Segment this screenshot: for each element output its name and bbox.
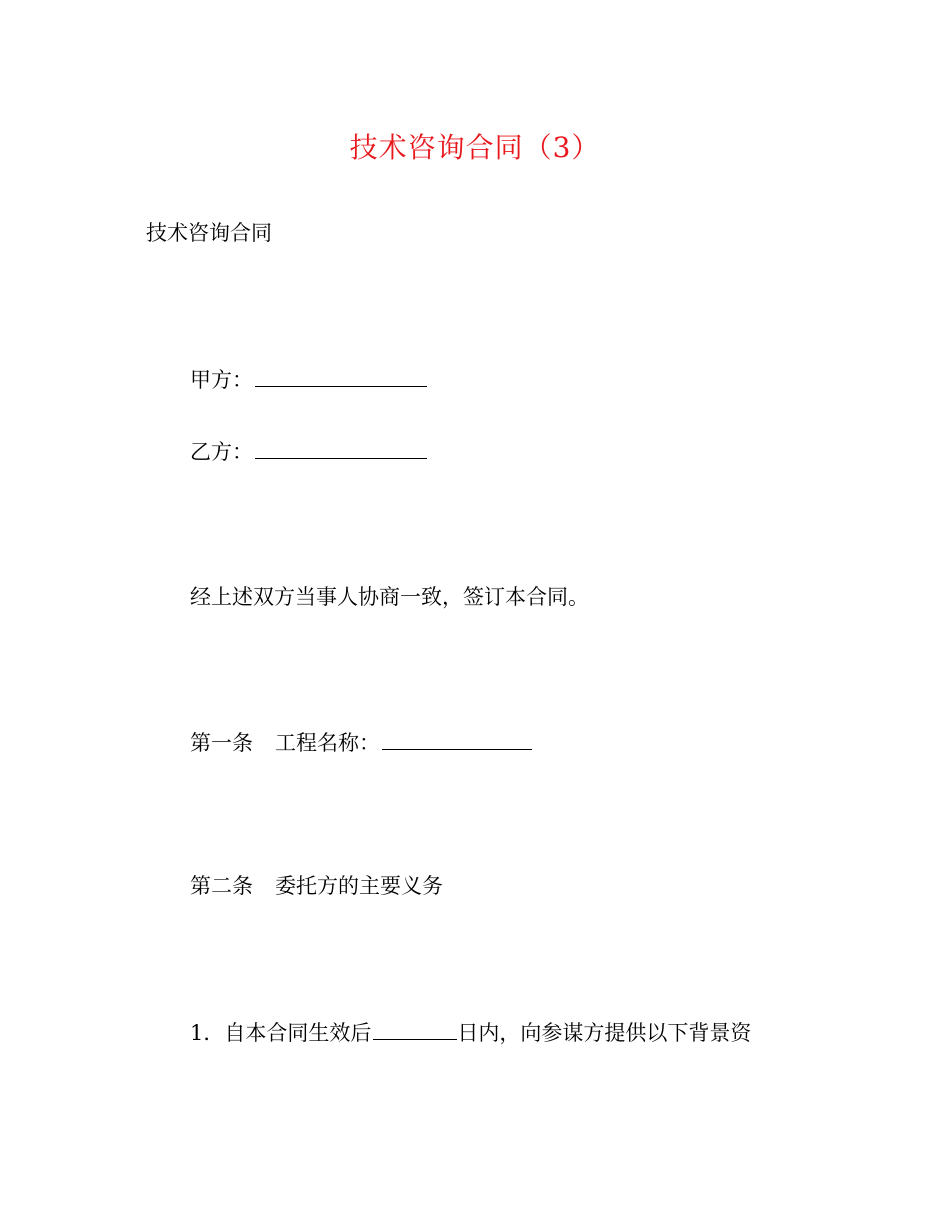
article-1-blank (382, 727, 532, 750)
document-subtitle: 技术咨询合同 (146, 221, 272, 245)
article-1-number: 第一条 (190, 731, 253, 755)
article-2-line (190, 871, 443, 901)
article-2-heading: 委托方的主要义务 (275, 874, 443, 898)
preamble-text: 经上述双方当事人协商一致，签订本合同。 (190, 585, 589, 609)
party-b-blank (255, 436, 427, 459)
party-a-label: 甲方： (190, 368, 253, 392)
party-a-line (190, 364, 427, 395)
item-1-blank (373, 1017, 457, 1040)
party-b-label: 乙方： (190, 440, 253, 464)
item-1-number: 1． (190, 1021, 225, 1045)
party-a-blank (255, 364, 427, 387)
item-1-text-after: 日内，向参谋方提供以下背景资 (457, 1021, 752, 1045)
article-2-number: 第二条 (190, 874, 253, 898)
article-1-line (190, 727, 532, 758)
article-1-heading: 工程名称： (275, 731, 380, 755)
document-title: 技术咨询合同（3） (349, 131, 601, 164)
item-1-text-before: 自本合同生效后 (224, 1021, 372, 1045)
party-b-line (190, 436, 427, 467)
item-1-line (190, 1017, 751, 1048)
